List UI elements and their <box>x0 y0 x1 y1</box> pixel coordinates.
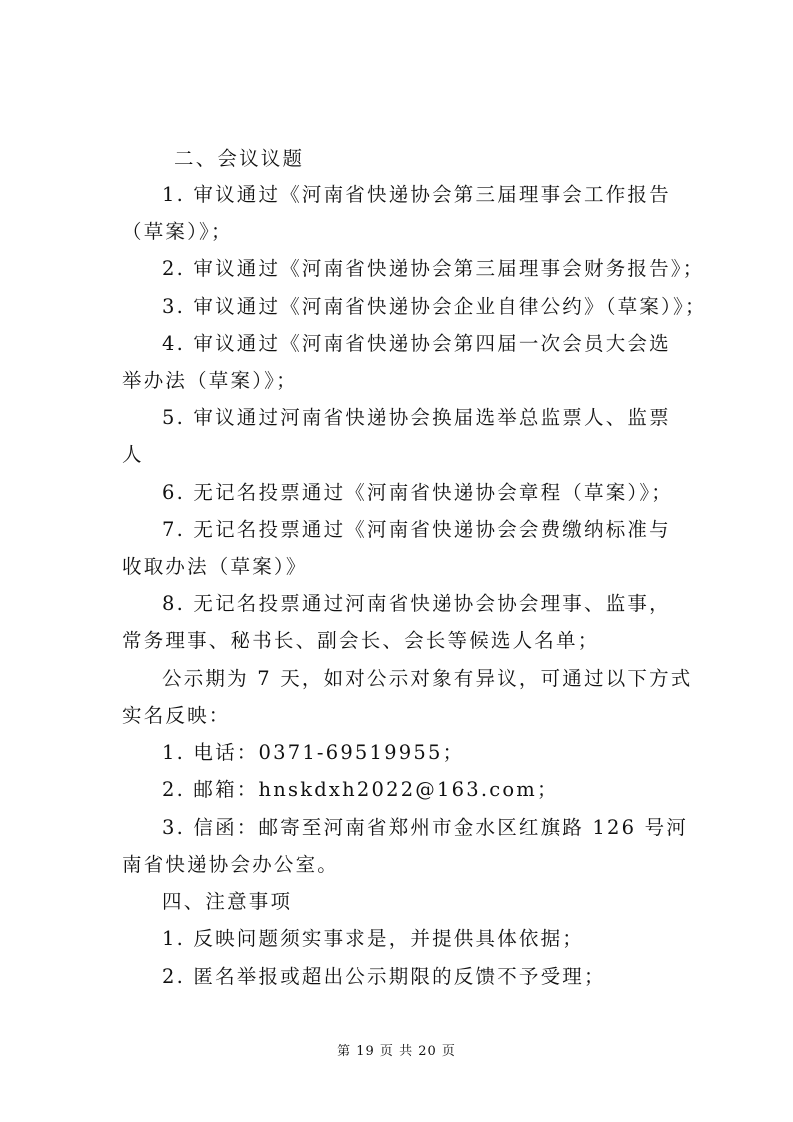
contact-email: 2. 邮箱：hnskdxh2022@163.com； <box>162 778 559 801</box>
agenda-item-8-cont: 常务理事、秘书长、副会长、会长等候选人名单； <box>122 629 600 652</box>
contact-mail: 3. 信函：邮寄至河南省郑州市金水区红旗路 126 号河 <box>162 816 689 839</box>
page-footer: 第 19 页 共 20 页 <box>337 1044 456 1059</box>
agenda-item-5: 5. 审议通过河南省快递协会换届选举总监票人、监票 <box>162 406 671 429</box>
contact-phone: 1. 电话：0371-69519955； <box>162 741 465 764</box>
agenda-item-7: 7. 无记名投票通过《河南省快递协会会费缴纳标准与 <box>162 518 671 541</box>
agenda-item-1-cont: （草案）》； <box>122 220 233 243</box>
agenda-item-6: 6. 无记名投票通过《河南省快递协会章程（草案）》； <box>162 481 674 504</box>
agenda-item-7-cont: 收取办法（草案）》 <box>122 555 308 578</box>
agenda-item-3: 3. 审议通过《河南省快递协会企业自律公约》（草案）》； <box>162 295 707 318</box>
agenda-item-1: 1. 审议通过《河南省快递协会第三届理事会工作报告 <box>162 183 671 206</box>
agenda-item-2: 2. 审议通过《河南省快递协会第三届理事会财务报告》； <box>162 257 705 280</box>
agenda-item-8: 8. 无记名投票通过河南省快递协会协会理事、监事， <box>162 592 671 615</box>
section-heading-notes: 四、注意事项 <box>162 890 293 913</box>
contact-mail-cont: 南省快递协会办公室。 <box>122 853 340 876</box>
agenda-item-5-cont: 人 <box>122 443 144 466</box>
notice-period-paragraph-cont: 实名反映： <box>122 704 231 727</box>
note-item-2: 2. 匿名举报或超出公示期限的反馈不予受理； <box>162 965 606 988</box>
note-item-1: 1. 反映问题须实事求是，并提供具体依据； <box>162 927 585 950</box>
notice-period-paragraph: 公示期为 7 天，如对公示对象有异议，可通过以下方式 <box>162 667 693 690</box>
section-heading-agenda: 二、会议议题 <box>174 147 305 170</box>
agenda-item-4-cont: 举办法（草案）》； <box>122 369 298 392</box>
agenda-item-4: 4. 审议通过《河南省快递协会第四届一次会员大会选 <box>162 332 671 355</box>
